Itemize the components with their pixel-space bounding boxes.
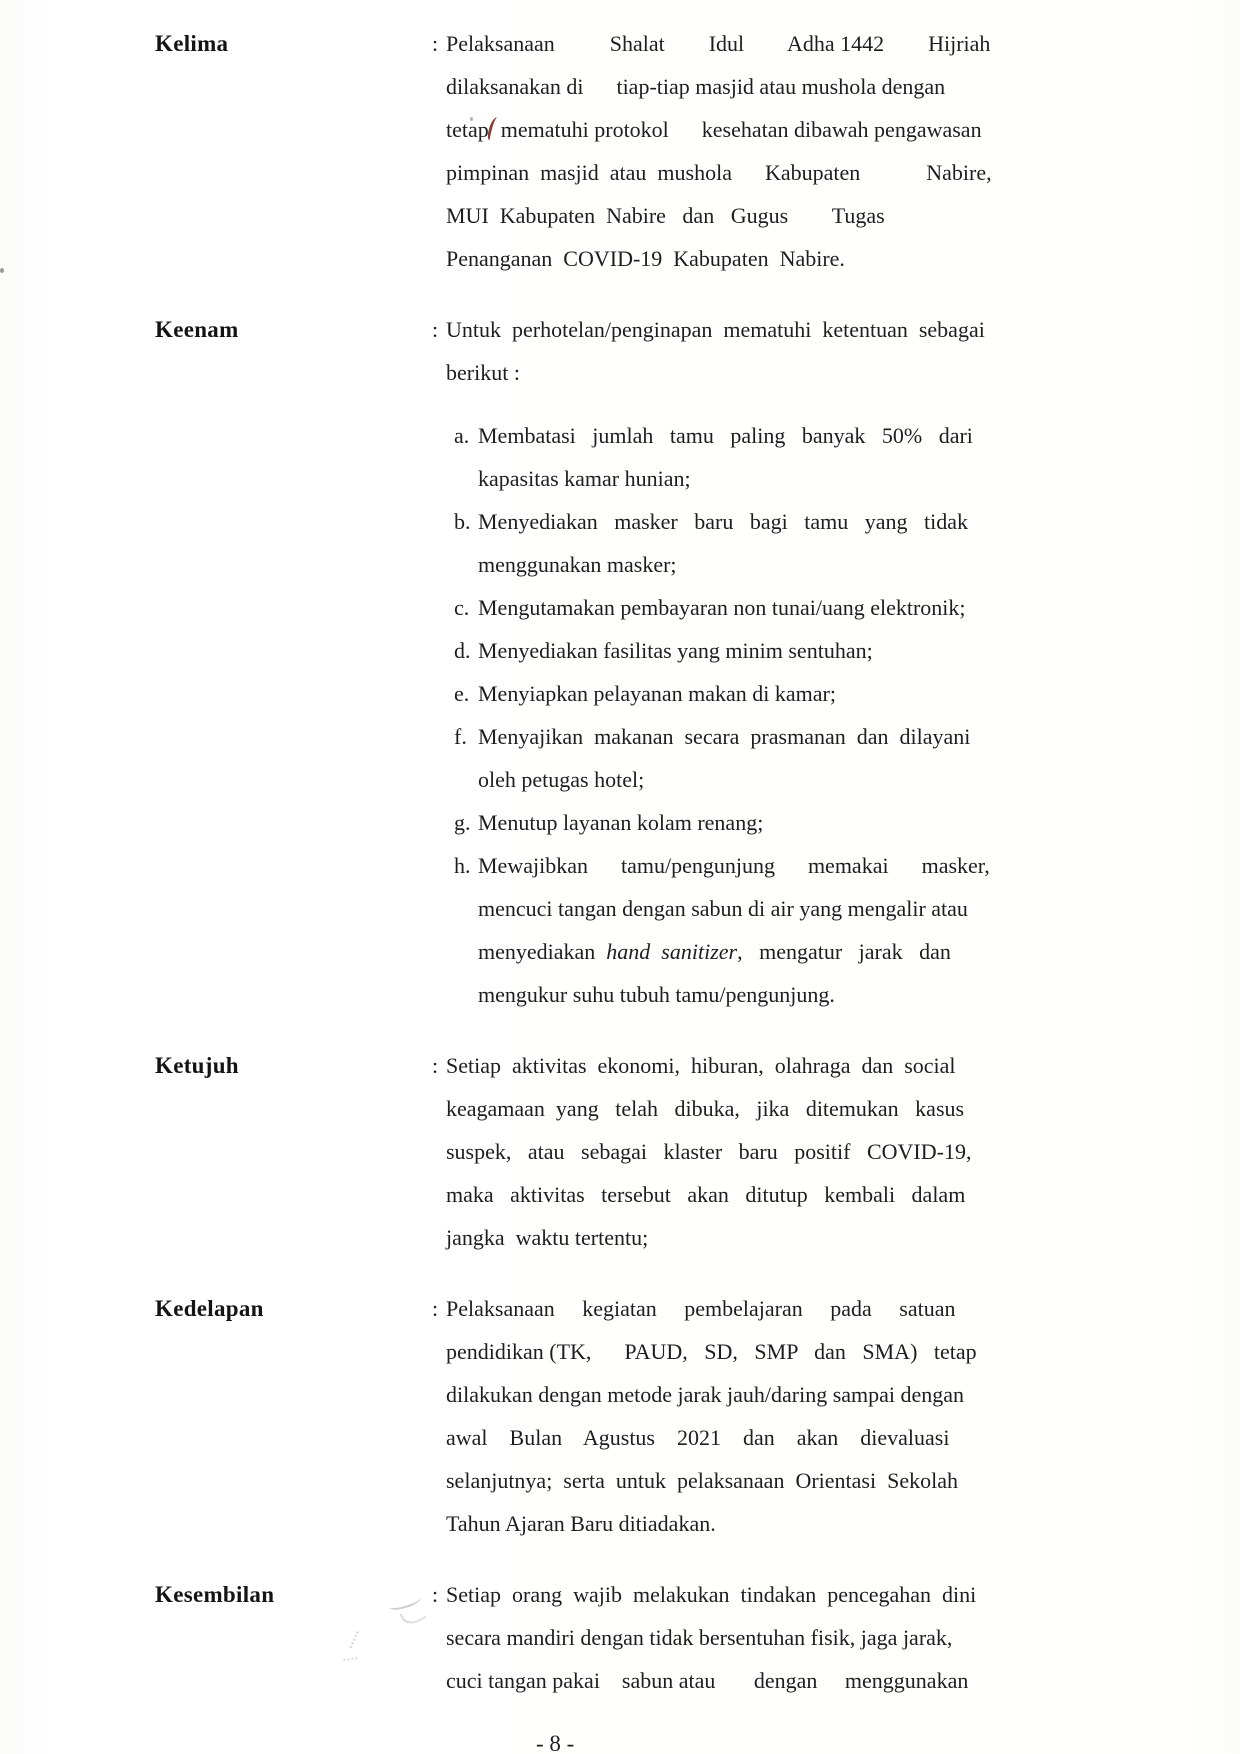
text-segment: tetap (446, 117, 489, 142)
italic-term-hand-sanitizer: hand sanitizer (606, 939, 738, 964)
section-label-kedelapan: Kedelapan (155, 1296, 264, 1321)
text-line: jangka waktu tertentu; (446, 1225, 649, 1250)
section-ketujuh (155, 1044, 1240, 1259)
text-line: MUI Kabupaten Nabire dan Gugus Tugas (446, 203, 885, 228)
section-label-kelima: Kelima (155, 31, 229, 56)
section-label-keenam: Keenam (155, 317, 239, 342)
list-marker: e. (454, 681, 470, 706)
text-line: kapasitas kamar hunian; (478, 466, 691, 491)
text-segment: , mengatur jarak dan (737, 939, 951, 964)
text-line: suspek, atau sebagai klaster baru positif COVID-19, (446, 1139, 972, 1164)
text-segment: mematuhi protokol kesehatan dibawah pengawasan (500, 117, 982, 142)
text-line: Menutup layanan kolam renang; (478, 810, 764, 835)
text-line: Mengutamakan pembayaran non tunai/uang elektronik; (478, 595, 966, 620)
text-line: Penanganan COVID-19 Kabupaten Nabire. (446, 246, 845, 271)
list-marker: b. (454, 509, 471, 534)
text-line: Menyiapkan pelayanan makan di kamar; (478, 681, 836, 706)
list-item-g (454, 801, 990, 844)
section-content-ketujuh (432, 1044, 971, 1259)
list-item-a (454, 414, 990, 500)
list-marker: g. (454, 810, 471, 835)
text-line: berikut : (446, 360, 520, 385)
text-line: selanjutnya; serta untuk pelaksanaan Orientasi Sekolah (446, 1468, 958, 1493)
document-body (155, 22, 1240, 1730)
section-label-ketujuh: Ketujuh (155, 1053, 239, 1078)
section-content-keenam (432, 308, 990, 1016)
text-segment: menyediakan (478, 939, 607, 964)
list-item-e (454, 672, 990, 715)
text-line: awal Bulan Agustus 2021 dan akan dievaluasi (446, 1425, 950, 1450)
text-line: mengukur suhu tubuh tamu/pengunjung. (478, 982, 835, 1007)
text-line (478, 930, 990, 973)
colon-separator: : (432, 31, 439, 56)
text-line: dilaksanakan di tiap-tiap masjid atau mushola dengan (446, 74, 946, 99)
section-content-kesembilan (432, 1573, 976, 1702)
list-item-h (454, 844, 990, 1016)
text-line: maka aktivitas tersebut akan ditutup kembali dalam (446, 1182, 966, 1207)
text-line: dilakukan dengan metode jarak jauh/daring sampai dengan (446, 1382, 965, 1407)
colon-separator: : (432, 1296, 439, 1321)
list-marker: h. (454, 853, 471, 878)
section-label-kesembilan: Kesembilan (155, 1582, 275, 1607)
section-content-kelima (432, 22, 992, 280)
list-marker: f. (454, 724, 467, 749)
section-kelima (155, 22, 1240, 280)
section-keenam (155, 308, 1240, 1016)
text-line: Membatasi jumlah tamu paling banyak 50% dari (478, 423, 973, 448)
colon-separator: : (432, 317, 439, 342)
list-item-f (454, 715, 990, 801)
list-item-b (454, 500, 990, 586)
list-marker: d. (454, 638, 471, 663)
text-line: Tahun Ajaran Baru ditiadakan. (446, 1511, 716, 1536)
section-kesembilan (155, 1573, 1240, 1702)
text-line: Menyediakan masker baru bagi tamu yang tidak (478, 509, 968, 534)
scan-speck-artifact (0, 268, 4, 273)
text-line: menggunakan masker; (478, 552, 677, 577)
list-marker: a. (454, 423, 470, 448)
text-line: mencuci tangan dengan sabun di air yang mengalir atau (478, 896, 968, 921)
list-marker: c. (454, 595, 470, 620)
text-line: Mewajibkan tamu/pengunjung memakai masker, (478, 853, 990, 878)
text-line: Setiap orang wajib melakukan tindakan pencegahan dini (446, 1582, 977, 1607)
text-line: Menyediakan fasilitas yang minim sentuhan; (478, 638, 873, 663)
colon-separator: : (432, 1582, 439, 1607)
page-number: - 8 - (536, 1731, 575, 1754)
text-line: Untuk perhotelan/penginapan mematuhi ketentuan sebagai (446, 317, 985, 342)
list-item-d (454, 629, 990, 672)
text-line: oleh petugas hotel; (478, 767, 645, 792)
section-kedelapan (155, 1287, 1240, 1545)
text-line: keagamaan yang telah dibuka, jika ditemukan kasus (446, 1096, 965, 1121)
text-line: Menyajikan makanan secara prasmanan dan dilayani (478, 724, 971, 749)
text-line: Pelaksanaan Shalat Idul Adha 1442 Hijriah (446, 31, 991, 56)
text-line: pimpinan masjid atau mushola Kabupaten Nabire, (446, 160, 992, 185)
text-line (446, 108, 992, 151)
list-item-c (454, 586, 990, 629)
text-line: Pelaksanaan kegiatan pembelajaran pada satuan (446, 1296, 956, 1321)
text-line: secara mandiri dengan tidak bersentuhan fisik, jaga jarak, (446, 1625, 953, 1650)
text-line: Setiap aktivitas ekonomi, hiburan, olahraga dan social (446, 1053, 956, 1078)
colon-separator: : (432, 1053, 439, 1078)
text-line: pendidikan (TK, PAUD, SD, SMP dan SMA) tetap (446, 1339, 977, 1364)
text-line: cuci tangan pakai sabun atau dengan menggunakan (446, 1668, 969, 1693)
section-content-kedelapan (432, 1287, 977, 1545)
hotel-rules-list (454, 414, 990, 1016)
